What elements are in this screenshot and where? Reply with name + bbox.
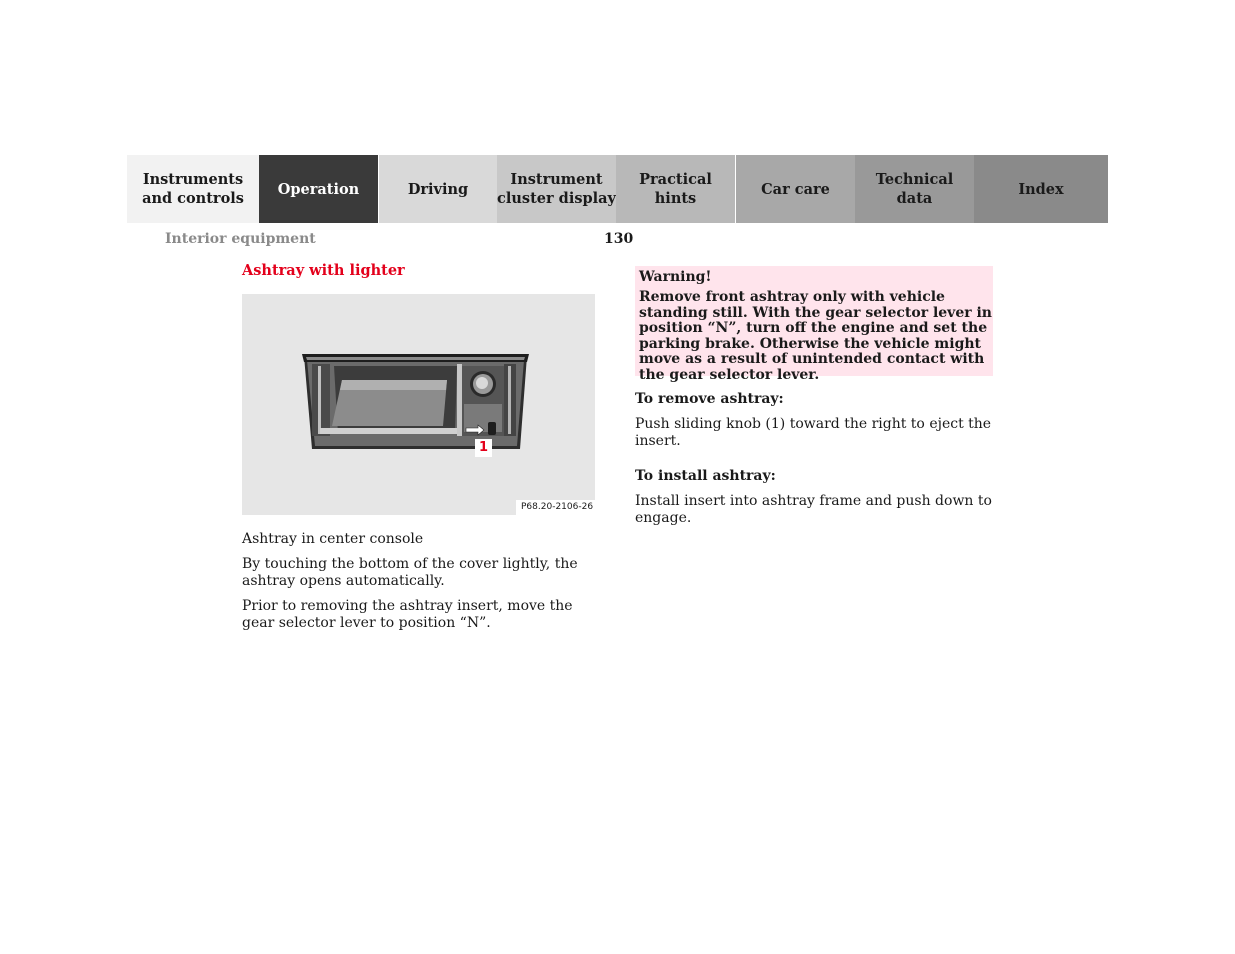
chapter-navigation	[127, 155, 1108, 223]
tab-label: Operation	[277, 180, 360, 198]
ashtray-figure	[242, 294, 595, 515]
figure-caption: Ashtray in center console	[242, 531, 424, 547]
tab-label: Car care	[761, 180, 830, 198]
warning-title: Warning!	[639, 269, 712, 285]
paragraph-cover-opening: By touching the bottom of the cover lightly, the ashtray opens automatically.	[242, 556, 578, 589]
callout-number: 1	[475, 439, 492, 457]
tab-driving[interactable]	[378, 155, 497, 223]
tab-instrument-cluster-display[interactable]	[497, 155, 616, 223]
tab-label: Driving	[407, 180, 469, 198]
tab-label: Practical hints	[639, 171, 712, 207]
tab-technical-data[interactable]	[855, 155, 974, 223]
tab-label: Technical data	[875, 171, 954, 207]
remove-ashtray-text: Push sliding knob (1) toward the right to eject the insert.	[635, 416, 992, 449]
tab-label: Index	[1018, 180, 1064, 198]
section-title: Interior equipment	[165, 231, 316, 247]
tab-car-care[interactable]	[736, 155, 855, 223]
tab-label: Instruments and controls	[142, 171, 244, 207]
tab-label: Instrument cluster display	[497, 171, 616, 207]
paragraph-gear-selector: Prior to removing the ashtray insert, move the gear selector lever to position “N”.	[242, 598, 573, 631]
figure-code: P68.20-2106-26	[516, 500, 595, 515]
tab-practical-hints[interactable]	[616, 155, 736, 223]
tab-operation[interactable]	[259, 155, 378, 223]
ashtray-with-lighter-illustration	[242, 294, 595, 515]
install-ashtray-heading: To install ashtray:	[635, 468, 776, 484]
warning-box	[635, 266, 993, 383]
page-heading: Ashtray with lighter	[242, 262, 405, 279]
tab-instruments-and-controls[interactable]	[127, 155, 259, 223]
warning-text: Remove front ashtray only with vehicle standing still. With the gear selector lever in position “N”, turn off the engine and set the parking brake. Otherwise the vehicle might move as a result of unintended contact with the gear selector lever.	[639, 289, 992, 383]
install-ashtray-text: Install insert into ashtray frame and push down to engage.	[635, 493, 992, 526]
tab-index[interactable]	[974, 155, 1108, 223]
page-number: 130	[604, 231, 634, 247]
remove-ashtray-heading: To remove ashtray:	[635, 391, 784, 407]
